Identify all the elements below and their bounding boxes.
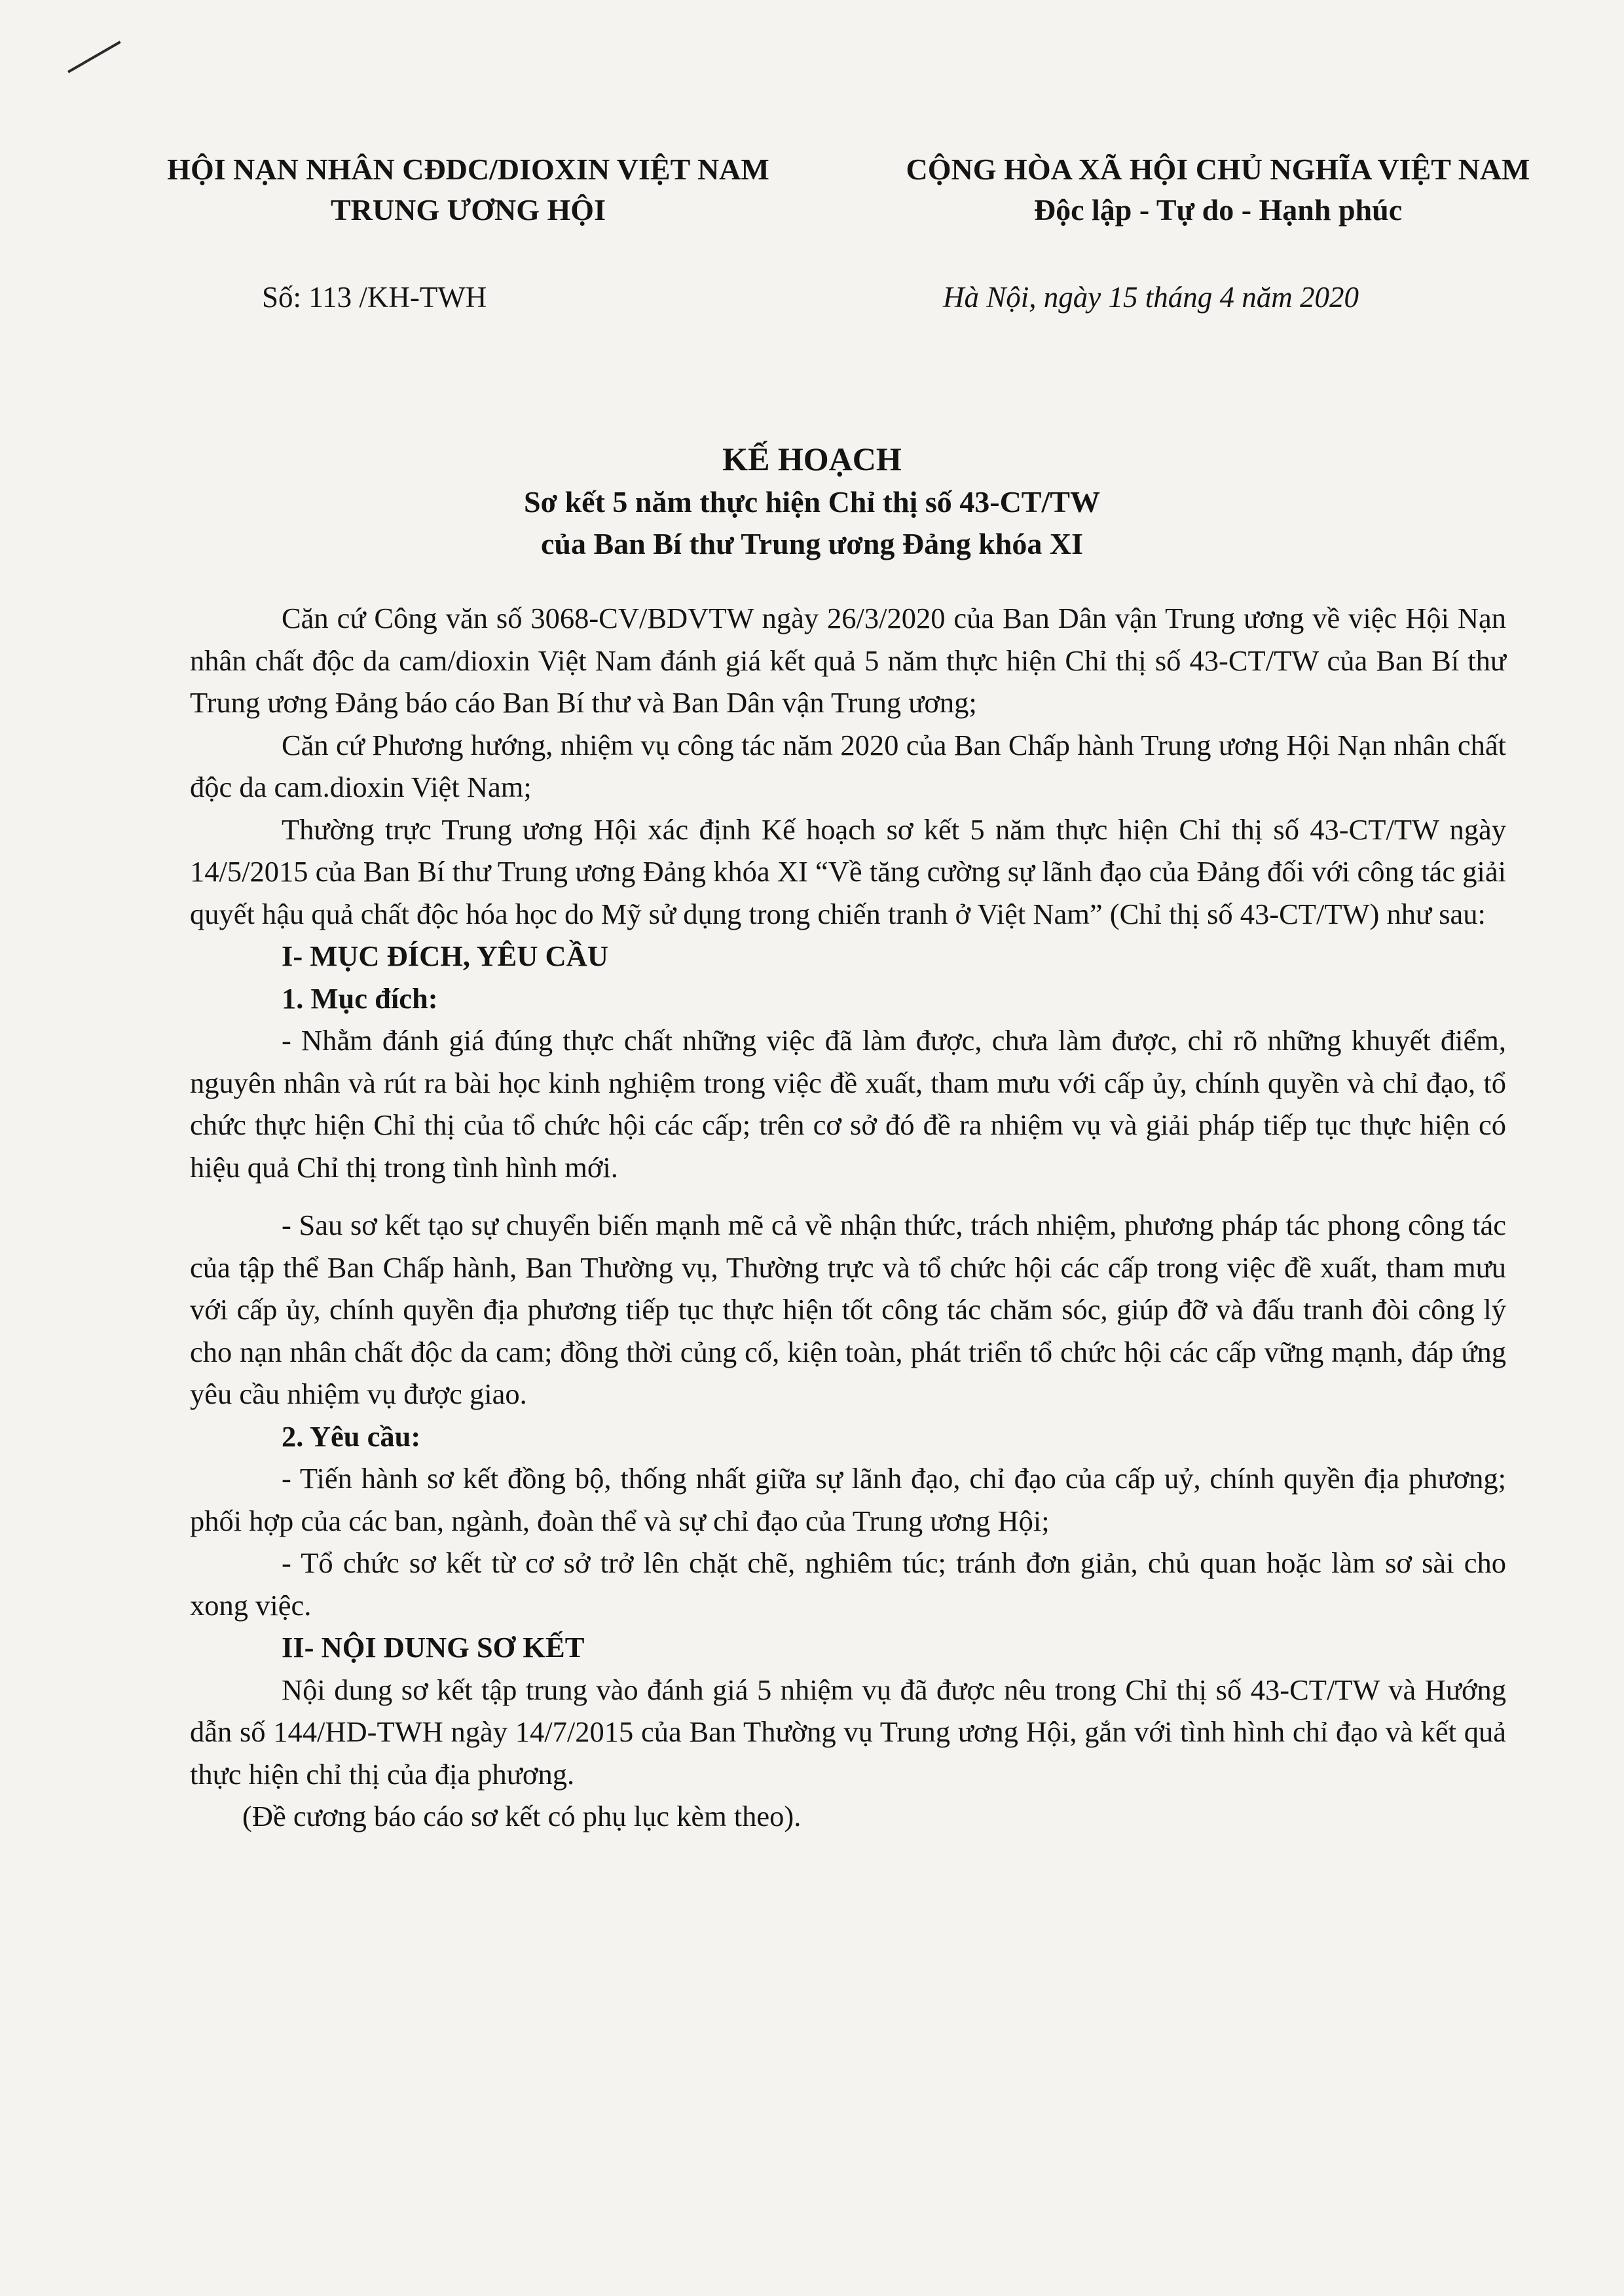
section-heading-2: II- NỘI DUNG SƠ KẾT <box>282 1631 585 1664</box>
section-heading-1: I- MỤC ĐÍCH, YÊU CẦU <box>282 939 608 972</box>
paragraph: - Tổ chức sơ kết từ cơ sở trở lên chặt chẽ, nghiêm túc; tránh đơn giản, chủ quan hoặc làm sơ sài cho xong việc. <box>190 1546 1506 1622</box>
issuer-unit: TRUNG ƯƠNG HỘI <box>331 193 606 227</box>
subsection-heading-purpose: 1. Mục đích: <box>282 981 438 1015</box>
issuer-block <box>105 149 832 230</box>
paragraph: Thường trực Trung ương Hội xác định Kế hoạch sơ kết 5 năm thực hiện Chỉ thị số 43-CT/TW ngày 14/5/2015 của Ban Bí thư Trung ương Đảng khóa XI “Về tăng cường sự lãnh đạo của Đảng đối với công tác giải quyết hậu quả chất độc hóa học do Mỹ sử dụng trong chiến tranh ở Việt Nam” (Chỉ thị số 43-CT/TW) như sau: <box>190 812 1506 930</box>
appendix-note: (Đề cương báo cáo sơ kết có phụ lục kèm theo). <box>242 1800 802 1832</box>
document-number: Số: 113 /KH-TWH <box>262 281 487 314</box>
paragraph: - Sau sơ kết tạo sự chuyển biến mạnh mẽ cả về nhận thức, trách nhiệm, phương pháp tác phong công tác của tập thể Ban Chấp hành, Ban Thường vụ, Thường trực và tổ chức hội các cấp trong việc đề xuất, tham mưu với cấp ủy, chính quyền địa phương tiếp tục thực hiện tốt công tác chăm sóc, giúp đỡ và đấu tranh đòi công lý cho nạn nhân chất độc da cam; đồng thời củng cố, kiện toàn, phát triển tổ chức hội các cấp vững mạnh, đáp ứng yêu cầu nhiệm vụ được giao. <box>190 1209 1506 1410</box>
country-name: CỘNG HÒA XÃ HỘI CHỦ NGHĨA VIỆT NAM <box>906 153 1530 186</box>
document-subtitle-2: của Ban Bí thư Trung ương Đảng khóa XI <box>541 527 1083 560</box>
pen-mark <box>67 41 121 73</box>
document-subtitle-1: Sơ kết 5 năm thực hiện Chỉ thị số 43-CT/TW <box>524 485 1100 519</box>
issuer-name: HỘI NẠN NHÂN CĐDC/DIOXIN VIỆT NAM <box>167 153 769 186</box>
paragraph: - Tiến hành sơ kết đồng bộ, thống nhất giữa sự lãnh đạo, chỉ đạo của cấp uỷ, chính quyền địa phương; phối hợp của các ban, ngành, đoàn thể và sự chỉ đạo của Trung ương Hội; <box>190 1462 1506 1537</box>
document-date: Hà Nội, ngày 15 tháng 4 năm 2020 <box>943 281 1359 314</box>
document-body <box>190 597 1506 1838</box>
paragraph: Căn cứ Công văn số 3068-CV/BDVTW ngày 26/3/2020 của Ban Dân vận Trung ương về việc Hội Nạn nhân chất độc da cam/dioxin Việt Nam đánh giá kết quả 5 năm thực hiện Chỉ thị số 43-CT/TW của Ban Bí thư Trung ương Đảng báo cáo Ban Bí thư và Ban Dân vận Trung ương; <box>190 602 1506 719</box>
paragraph: Căn cứ Phương hướng, nhiệm vụ công tác năm 2020 của Ban Chấp hành Trung ương Hội Nạn nhân chất độc da cam.dioxin Việt Nam; <box>190 728 1506 803</box>
motto: Độc lập - Tự do - Hạnh phúc <box>1033 193 1403 227</box>
document-title: KẾ HOẠCH <box>722 441 902 477</box>
paragraph: Nội dung sơ kết tập trung vào đánh giá 5 nhiệm vụ đã được nêu trong Chỉ thị số 43-CT/TW và Hướng dẫn số 144/HD-TWH ngày 14/7/2015 của Ban Thường vụ Trung ương Hội, gắn với tình hình chỉ đạo và kết quả thực hiện chỉ thị của địa phương. <box>190 1673 1506 1791</box>
subsection-heading-requirements: 2. Yêu cầu: <box>282 1419 421 1453</box>
paragraph: - Nhằm đánh giá đúng thực chất những việc đã làm được, chưa làm được, chỉ rõ những khuyết điểm, nguyên nhân và rút ra bài học kinh nghiệm trong việc đề xuất, tham mưu với cấp ủy, chính quyền và chỉ đạo, tổ chức thực hiện Chỉ thị của tổ chức hội các cấp; trên cơ sở đó đề ra nhiệm vụ và giải pháp tiếp tục thực hiện có hiệu quả Chỉ thị trong tình hình mới. <box>190 1024 1506 1184</box>
national-motto-block <box>845 149 1591 230</box>
